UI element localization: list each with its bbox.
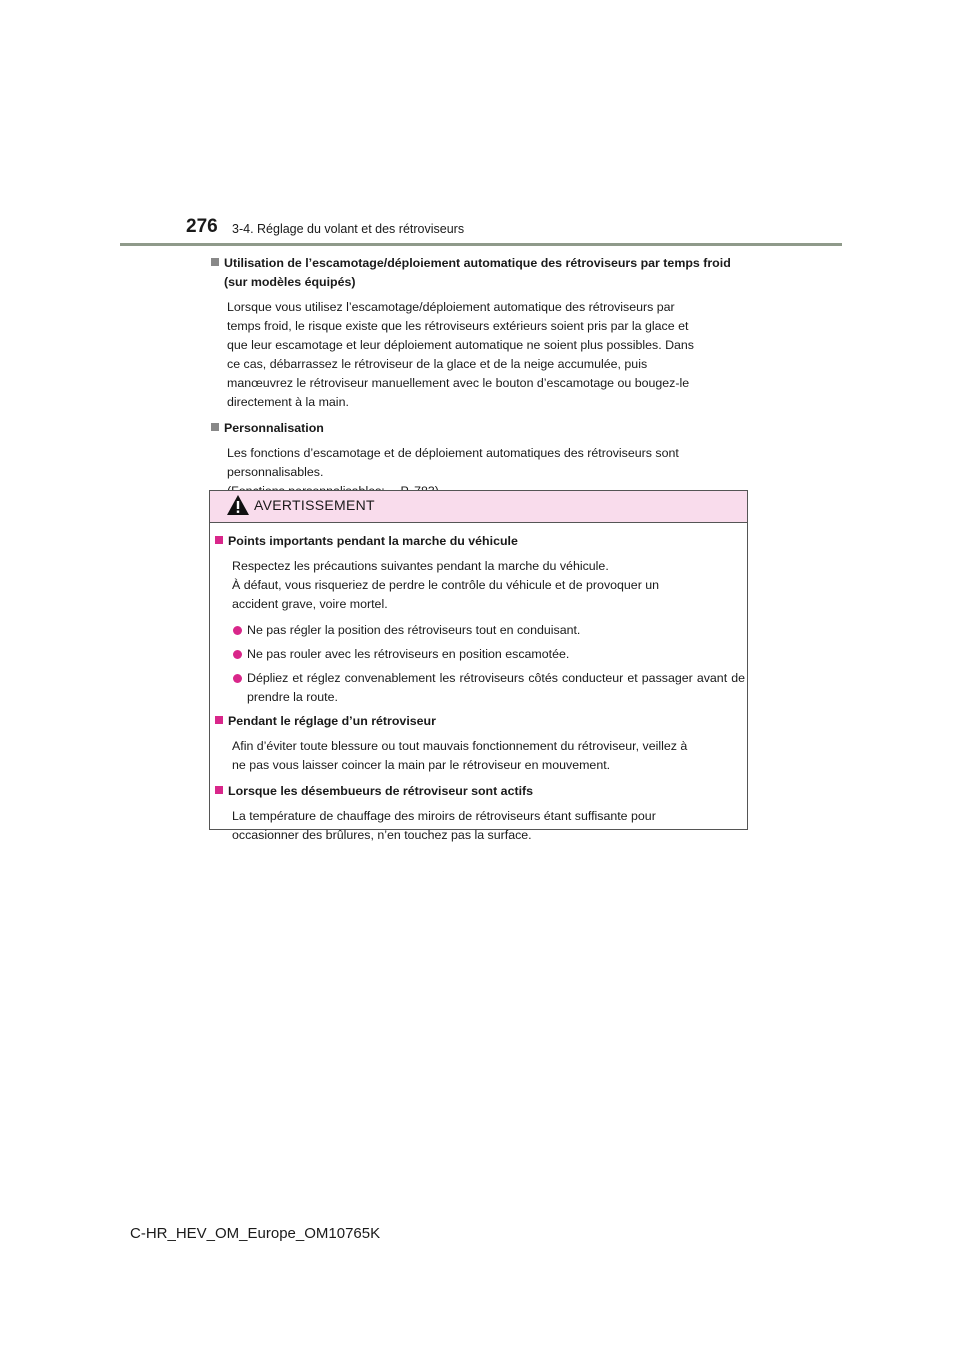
text-line: Respectez les précautions suivantes pendant la marche du véhicule. bbox=[232, 559, 609, 573]
heading-text: Pendant le réglage d’un rétroviseur bbox=[228, 714, 436, 728]
text-line: personnalisables. bbox=[227, 465, 324, 479]
bullet-text: Ne pas rouler avec les rétroviseurs en position escamotée. bbox=[247, 647, 570, 661]
text-line: La température de chauffage des miroirs de rétroviseurs étant suffisante pour bbox=[232, 809, 656, 823]
warning-header bbox=[210, 491, 747, 523]
warning-triangle-icon bbox=[226, 494, 250, 516]
circle-bullet-icon bbox=[233, 674, 242, 683]
circle-bullet-icon bbox=[233, 650, 242, 659]
warning-paragraph-adjusting bbox=[215, 737, 745, 775]
warning-heading-defoggers bbox=[215, 782, 745, 801]
text-line: que leur escamotage et leur déploiement automatique ne soient plus possibles. Dans bbox=[227, 338, 695, 352]
section-heading-cold-weather bbox=[211, 254, 747, 292]
paragraph-cold-weather bbox=[211, 298, 747, 412]
warning-box bbox=[209, 490, 748, 842]
text-line: occasionner des brûlures, n’en touchez pas la surface. bbox=[232, 828, 532, 842]
text-line: Lorsque vous utilisez l’escamotage/déploiement automatique des rétroviseurs par bbox=[227, 300, 675, 314]
text-line: À défaut, vous risqueriez de perdre le contrôle du véhicule et de provoquer un bbox=[232, 578, 660, 592]
bullet-text: Dépliez et réglez convenablement les rétroviseurs côtés conducteur et passager avant de prendre la route. bbox=[247, 671, 745, 704]
bullet-text: Ne pas régler la position des rétroviseurs tout en conduisant. bbox=[247, 623, 581, 637]
warning-paragraph-defoggers bbox=[215, 807, 745, 845]
warning-paragraph-driving bbox=[215, 557, 745, 614]
main-content bbox=[211, 254, 747, 508]
page-number: 276 bbox=[186, 216, 218, 237]
warning-bullet bbox=[215, 621, 745, 640]
section-title: 3-4. Réglage du volant et des rétroviseurs bbox=[232, 222, 465, 236]
text-line: accident grave, voire mortel. bbox=[232, 597, 388, 611]
warning-heading-driving bbox=[215, 532, 745, 551]
circle-bullet-icon bbox=[233, 626, 242, 635]
text-line: Afin d’éviter toute blessure ou tout mauvais fonctionnement du rétroviseur, veillez à bbox=[232, 739, 688, 753]
warning-body bbox=[215, 532, 745, 852]
square-bullet-icon bbox=[211, 423, 219, 431]
heading-text: Personnalisation bbox=[224, 421, 324, 435]
footer-doc-code: C-HR_HEV_OM_Europe_OM10765K bbox=[130, 1225, 381, 1242]
warning-heading-adjusting bbox=[215, 712, 745, 731]
section-heading-personalisation bbox=[211, 419, 747, 438]
square-bullet-icon bbox=[211, 258, 219, 266]
heading-text: Utilisation de l’escamotage/déploiement automatique des rétroviseurs par temps froid (sur modèles équipés) bbox=[224, 256, 731, 289]
text-line: ne pas vous laisser coincer la main par le rétroviseur en mouvement. bbox=[232, 758, 611, 772]
square-bullet-icon bbox=[215, 786, 223, 794]
text-line: temps froid, le risque existe que les rétroviseurs extérieurs soient pris par la glace et bbox=[227, 319, 689, 333]
square-bullet-icon bbox=[215, 536, 223, 544]
text-line: Les fonctions d’escamotage et de déploiement automatiques des rétroviseurs sont bbox=[227, 446, 679, 460]
heading-text: Points importants pendant la marche du véhicule bbox=[228, 534, 518, 548]
heading-text: Lorsque les désembueurs de rétroviseur sont actifs bbox=[228, 784, 534, 798]
square-bullet-icon bbox=[215, 716, 223, 724]
warning-bullet bbox=[215, 669, 745, 707]
text-line: directement à la main. bbox=[227, 395, 349, 409]
text-line: manœuvrez le rétroviseur manuellement avec le bouton d’escamotage ou bougez-le bbox=[227, 376, 690, 390]
warning-title: AVERTISSEMENT bbox=[254, 497, 375, 513]
text-line: ce cas, débarrassez le rétroviseur de la glace et de la neige accumulée, puis bbox=[227, 357, 648, 371]
warning-bullet bbox=[215, 645, 745, 664]
header-divider bbox=[120, 243, 842, 246]
